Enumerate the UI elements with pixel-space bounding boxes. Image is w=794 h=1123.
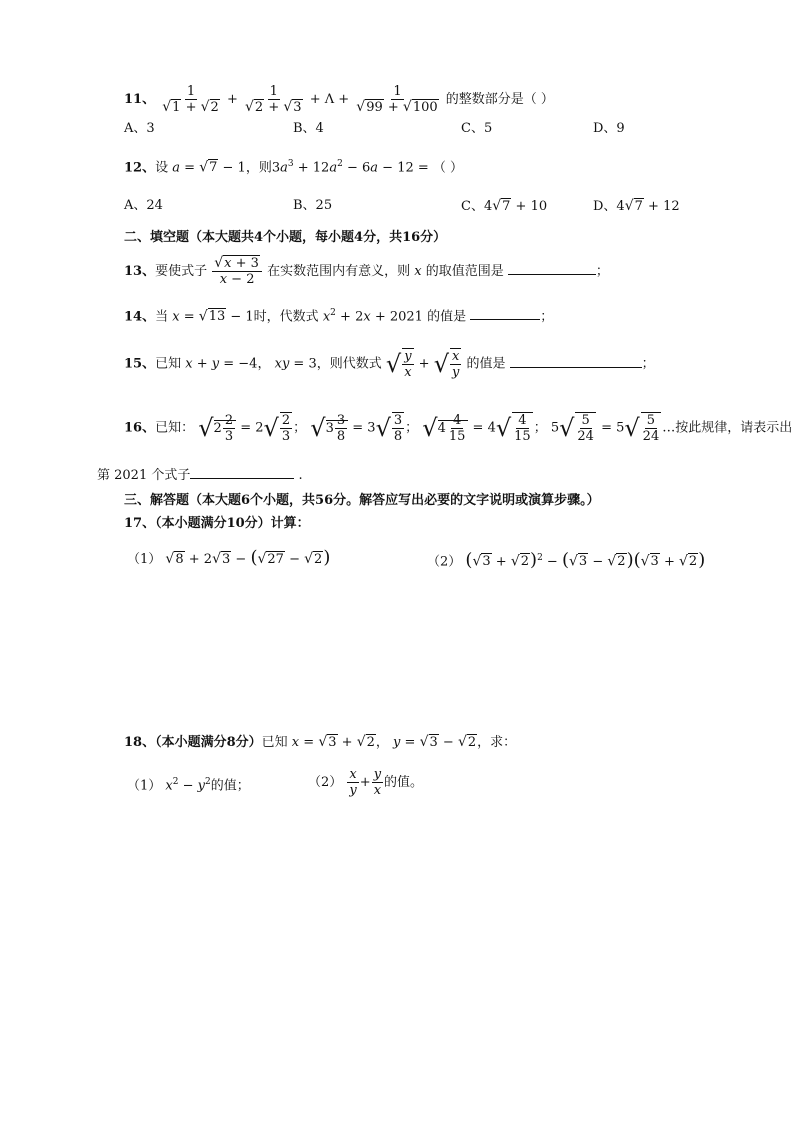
fraction: $\frac{y}{x}$ (373, 767, 382, 798)
fraction: $\frac{x}{y}$ (452, 349, 460, 380)
fraction: $\frac{y}{x}$ (404, 349, 412, 380)
section-title: 二、填空题（本大题共4个小题，每小题4分，共16分） (124, 230, 447, 245)
answer-blank[interactable] (508, 262, 596, 275)
question-17-part1: （1） √8 + 2√3 − (√27 − √2) (127, 547, 331, 568)
question-16-line2: 第 2021 个式子 . (97, 468, 303, 483)
question-12: 12、设 a = √7 − 1，则$3a^3 + 12a^2 - 6a - 12$ = （ ） (124, 159, 464, 176)
question-11: 11、 $\frac{1}{√1 + √2}$ + $\frac{1}{√2 + √3}$ + Λ + $\frac{1}{√99 + √100}$ 的整数部分是（ ） (124, 84, 554, 115)
option-a: A、24 (124, 198, 163, 213)
question-18: 18、（本小题满分8分）已知 x = √3 + √2， y = √3 − √2，求： (124, 734, 517, 750)
section-title: 三、解答题（本大题6个小题，共56分。解答应写出必要的文字说明或演算步骤。） (124, 493, 600, 508)
option-d: D、9 (593, 121, 625, 136)
question-16: 16、已知： √2 $\frac{2}{3}$ = 2√ $\frac{2}{3}$ ； √3 $\frac{3}{8}$ = 3√ $\frac{3}{8}$ ； √4 $\frac{4}{15}$ = 4√ $\frac{4}{15}$ ； 5√ $\frac{5}{24}$ = 5√ $\frac{5}{24}$ …按此规律，请表示出 (124, 412, 793, 444)
fraction: $\frac{x}{y}$ (349, 767, 357, 798)
option-c: C、4√7 + 10 (461, 198, 548, 214)
option-b: B、25 (293, 198, 333, 213)
question-13: 13、要使式子 $\frac{√x + 3}{x - 2}$ 在实数范围内有意义，则 x 的取值范围是 ； (124, 255, 609, 287)
answer-blank[interactable] (190, 466, 294, 479)
fraction: $\frac{1}{√2 + √3}$ (244, 84, 302, 115)
question-18-part1: （1） $x^2 - y^2$的值； (127, 777, 250, 794)
fraction: $\frac{1}{√99 + √100}$ (356, 84, 438, 115)
question-17-part2: （2） $(√3 + √2)^2 - (√3 - √2)(√3 + √2)$ (427, 549, 706, 571)
answer-blank[interactable] (470, 307, 540, 320)
question-17: 17、（本小题满分10分）计算： (124, 516, 310, 531)
question-14: 14、当 x = √13 − 1时，代数式 $x^2 + 2x + 2021$ 的值是 ； (124, 308, 554, 325)
question-15: 15、已知 x + y = −4， xy = 3，则代数式 √ $\frac{y}{x}$ + √ $\frac{x}{y}$ 的值是 ； (124, 349, 655, 380)
fraction: $\frac{√x + 3}{x - 2}$ (212, 256, 262, 287)
fraction: $\frac{1}{√1 + √2}$ (162, 84, 219, 115)
option-d: D、4√7 + 12 (593, 198, 680, 214)
question-18-part2: （2） $\frac{x}{y}$ + $\frac{y}{x}$ 的值。 (308, 767, 424, 798)
answer-blank[interactable] (510, 355, 642, 368)
option-a: A、3 (124, 121, 155, 136)
question-number: 11、 (124, 92, 156, 107)
option-b: B、4 (293, 121, 324, 136)
question-number: 12、 (124, 160, 156, 176)
option-c: C、5 (461, 121, 493, 136)
